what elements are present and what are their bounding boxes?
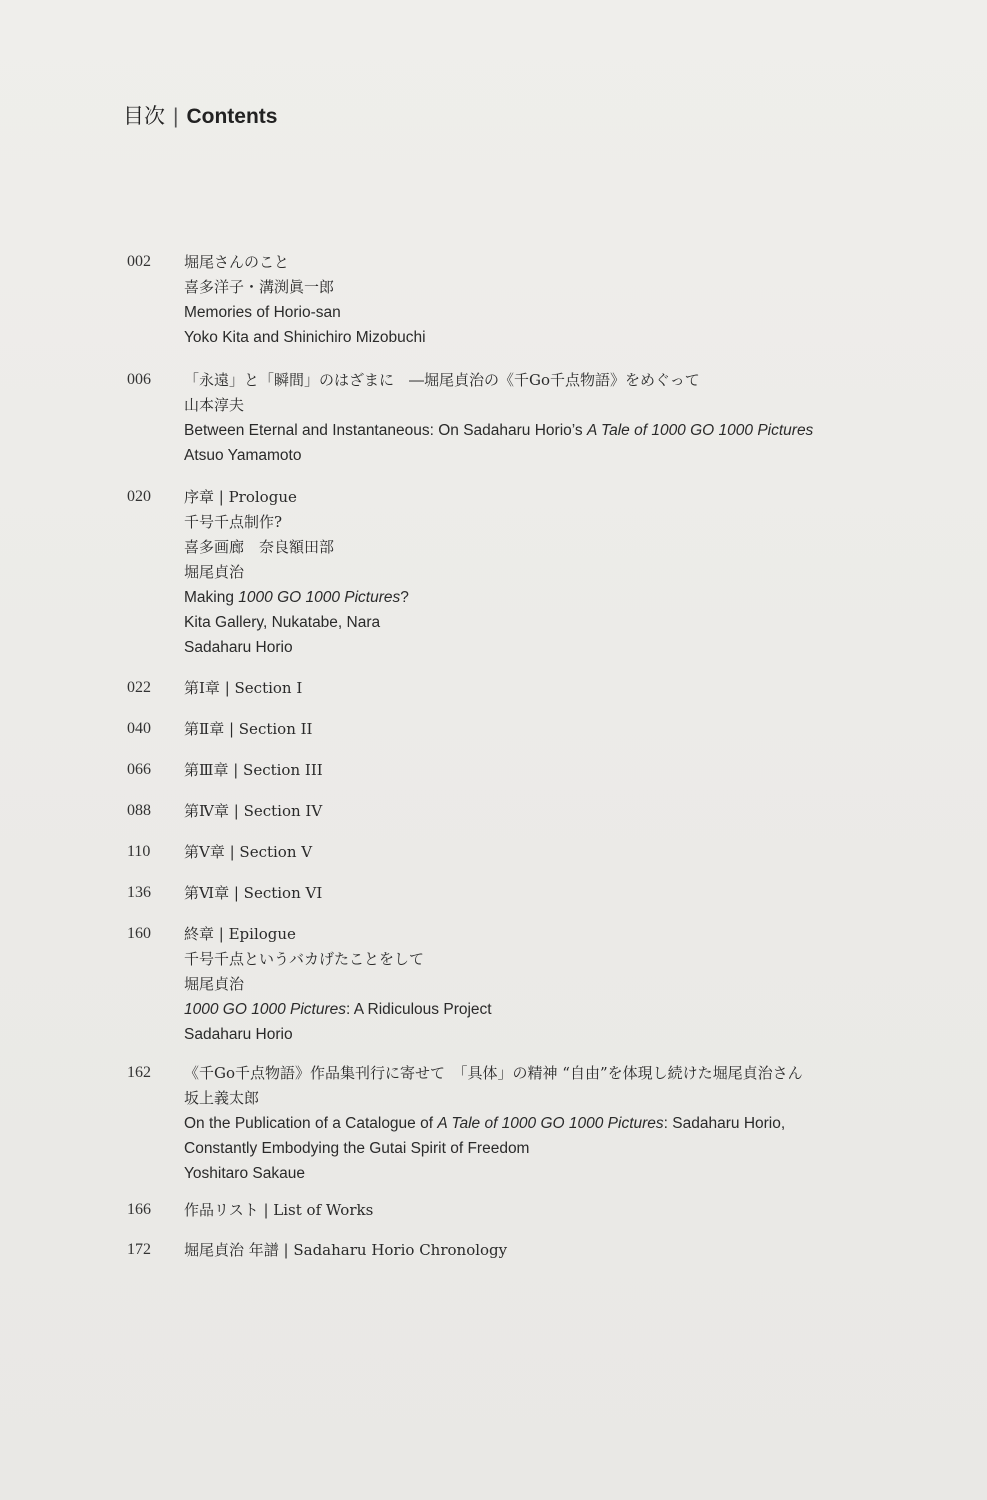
page-number: 136: [127, 884, 151, 901]
entry-lines: [184, 676, 302, 701]
en-title: Between Eternal and Instantaneous: On Sadaharu Horio’s A Tale of 1000 GO 1000 Pictures: [184, 422, 814, 439]
en-author: Sadaharu Horio: [184, 1026, 293, 1043]
entry-lines: [184, 1238, 507, 1263]
ja-author: 坂上義太郎: [184, 1089, 260, 1107]
en-title: 1000 GO 1000 Pictures: A Ridiculous Project: [184, 1001, 492, 1018]
en-author: Yoshitaro Sakaue: [184, 1165, 305, 1182]
entry-lines: [184, 717, 312, 742]
ja-author: 山本淳夫: [184, 396, 245, 414]
entry-lines: [184, 368, 813, 468]
en-title-continued: Constantly Embodying the Gutai Spirit of Freedom: [184, 1140, 530, 1157]
en-author: Atsuo Yamamoto: [184, 447, 302, 464]
page-number: 040: [127, 720, 151, 737]
section-label: 序章 | Prologue: [184, 488, 297, 506]
entry-lines: [184, 758, 323, 783]
ja-place: 喜多画廊 奈良額田部: [184, 538, 335, 556]
heading-separator: |: [173, 105, 179, 128]
section-label: 堀尾貞治 年譜 | Sadaharu Horio Chronology: [184, 1241, 508, 1259]
ja-title: 「永遠」と「瞬間」のはざまに ―堀尾貞治の《千Go千点物語》をめぐって: [184, 371, 700, 389]
entry-lines: [184, 485, 409, 660]
section-label: 第Ⅴ章 | Section V: [184, 843, 313, 861]
section-label: 第Ⅳ章 | Section IV: [184, 802, 323, 820]
ja-title: 千号千点制作?: [184, 513, 283, 531]
entry-lines: [184, 881, 322, 906]
entry-lines: [184, 1061, 803, 1186]
en-author: Sadaharu Horio: [184, 639, 293, 656]
ja-title: 《千Go千点物語》作品集刊行に寄せて 「具体」の精神 “自由”を体現し続けた堀尾貞治さん: [184, 1064, 803, 1082]
entry-lines: [184, 799, 322, 824]
section-label: 第Ⅵ章 | Section VI: [184, 884, 323, 902]
page-number: 002: [127, 253, 151, 270]
page-number: 022: [127, 679, 151, 696]
entry-lines: [184, 922, 492, 1047]
page-number: 162: [127, 1064, 151, 1081]
entry-lines: [184, 840, 312, 865]
ja-author: 堀尾貞治: [184, 975, 245, 993]
section-label: 作品リスト | List of Works: [184, 1201, 374, 1219]
heading-english: Contents: [186, 105, 278, 128]
en-authors: Yoko Kita and Shinichiro Mizobuchi: [184, 329, 426, 346]
ja-authors: 喜多洋子・溝渕眞一郎: [184, 278, 335, 296]
section-label: 終章 | Epilogue: [184, 925, 296, 943]
page-number: 160: [127, 925, 151, 942]
page-number: 110: [127, 843, 151, 860]
ja-title: 堀尾さんのこと: [184, 253, 290, 271]
page-number: 172: [127, 1241, 151, 1258]
page-number: 006: [127, 371, 151, 388]
en-place: Kita Gallery, Nukatabe, Nara: [184, 614, 381, 631]
page-number: 166: [127, 1201, 151, 1218]
en-title: Making 1000 GO 1000 Pictures?: [184, 589, 409, 606]
page-number: 088: [127, 802, 151, 819]
page-number: 066: [127, 761, 151, 778]
page-number: 020: [127, 488, 151, 505]
heading-japanese: 目次: [123, 104, 165, 128]
section-label: 第Ⅱ章 | Section II: [184, 720, 313, 738]
page-heading: [123, 100, 277, 130]
section-label: 第Ⅲ章 | Section III: [184, 761, 323, 779]
ja-author: 堀尾貞治: [184, 563, 245, 581]
en-title: Memories of Horio-san: [184, 304, 341, 321]
entry-lines: [184, 250, 426, 350]
section-label: 第Ⅰ章 | Section I: [184, 679, 303, 697]
en-title: On the Publication of a Catalogue of A Tale of 1000 GO 1000 Pictures: Sadaharu Horio,: [184, 1115, 786, 1132]
ja-title: 千号千点というバカげたことをして: [184, 950, 425, 968]
entry-lines: [184, 1198, 373, 1223]
